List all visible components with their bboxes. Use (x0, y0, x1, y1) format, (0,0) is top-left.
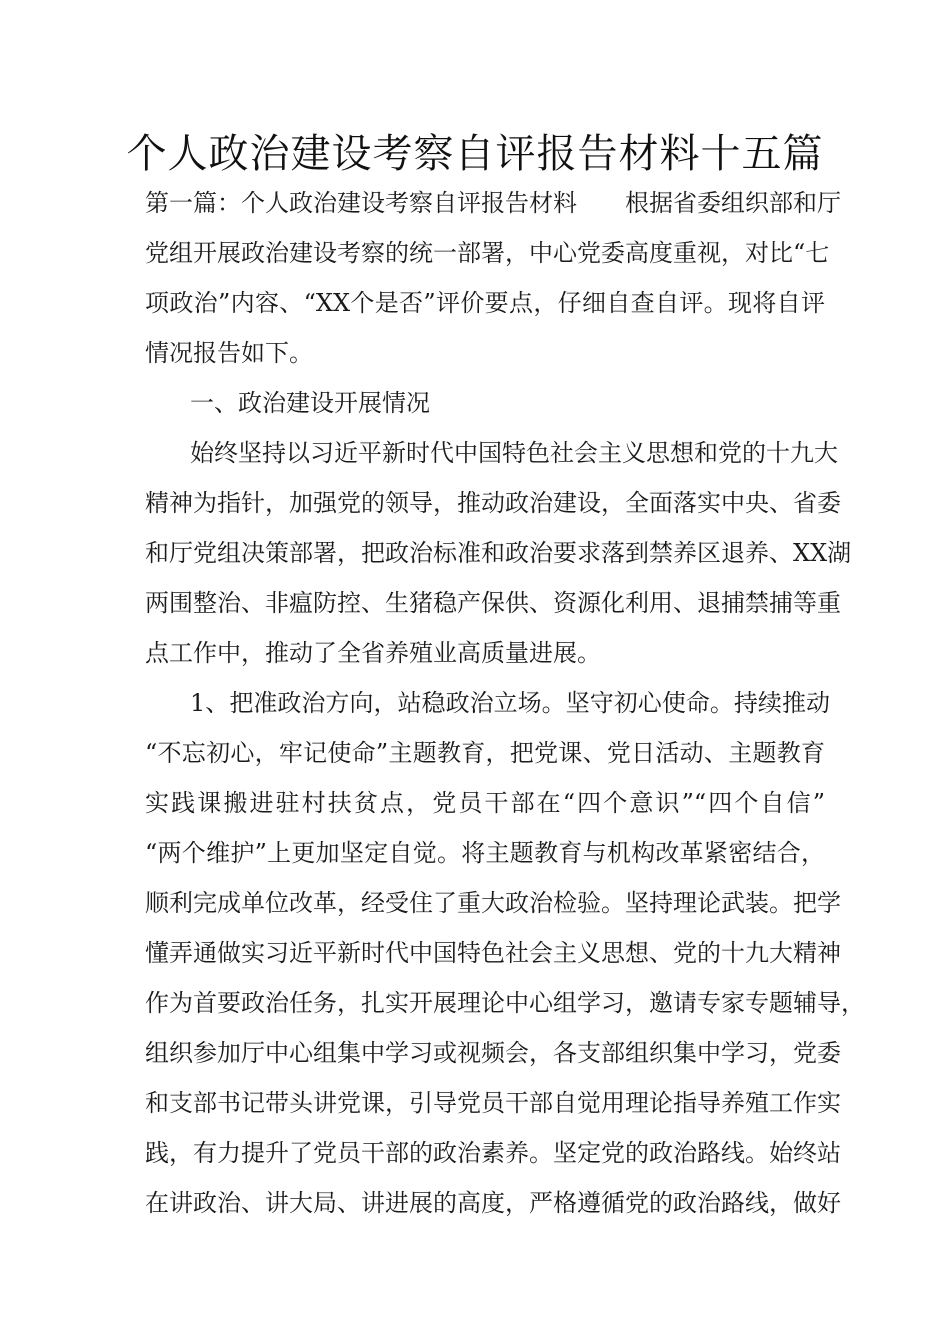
body-line: 和支部书记带头讲党课，引导党员干部自觉用理论指导养殖工作实 (145, 1089, 841, 1117)
body-line: 点工作中，推动了全省养殖业高质量进展。 (145, 639, 601, 667)
body-line: 项政治”内容、“XX个是否”评价要点，仔细自查自评。现将自评 (145, 289, 825, 317)
body-line: 情况报告如下。 (145, 339, 313, 367)
body-line: 组织参加厅中心组集中学习或视频会，各支部组织集中学习，党委 (145, 1039, 841, 1067)
body-line: 懂弄通做实习近平新时代中国特色社会主义思想、党的十九大精神 (145, 939, 841, 967)
body-line: 和厅党组决策部署，把政治标准和政治要求落到禁养区退养、XX湖 (145, 539, 852, 567)
body-line: 实践课搬进驻村扶贫点，党员干部在“四个意识”“四个自信” (145, 789, 825, 817)
body-line: 作为首要政治任务，扎实开展理论中心组学习，邀请专家专题辅导， (145, 989, 865, 1017)
body-line: 第一篇：个人政治建设考察自评报告材料 根据省委组织部和厅 (145, 189, 841, 217)
body-line: 顺利完成单位改革，经受住了重大政治检验。坚持理论武装。把学 (145, 889, 841, 917)
body-line: 践，有力提升了党员干部的政治素养。坚定党的政治路线。始终站 (145, 1139, 841, 1167)
body-line: 1、把准政治方向，站稳政治立场。坚守初心使命。持续推动 (190, 689, 830, 717)
body-line: 始终坚持以习近平新时代中国特色社会主义思想和党的十九大 (190, 439, 838, 467)
body-line: “不忘初心，牢记使命”主题教育，把党课、党日活动、主题教育 (145, 739, 825, 767)
body-line: 在讲政治、讲大局、讲进展的高度，严格遵循党的政治路线，做好 (145, 1189, 841, 1217)
body-line: 精神为指针，加强党的领导，推动政治建设，全面落实中央、省委 (145, 489, 841, 517)
body-line: “两个维护”上更加坚定自觉。将主题教育与机构改革紧密结合， (145, 839, 825, 867)
document-title: 个人政治建设考察自评报告材料十五篇 (126, 131, 824, 177)
body-line: 两围整治、非瘟防控、生猪稳产保供、资源化利用、退捕禁捕等重 (145, 589, 841, 617)
body-line: 党组开展政治建设考察的统一部署，中心党委高度重视，对比“七 (145, 239, 830, 267)
section-heading: 一、政治建设开展情况 (190, 389, 430, 417)
